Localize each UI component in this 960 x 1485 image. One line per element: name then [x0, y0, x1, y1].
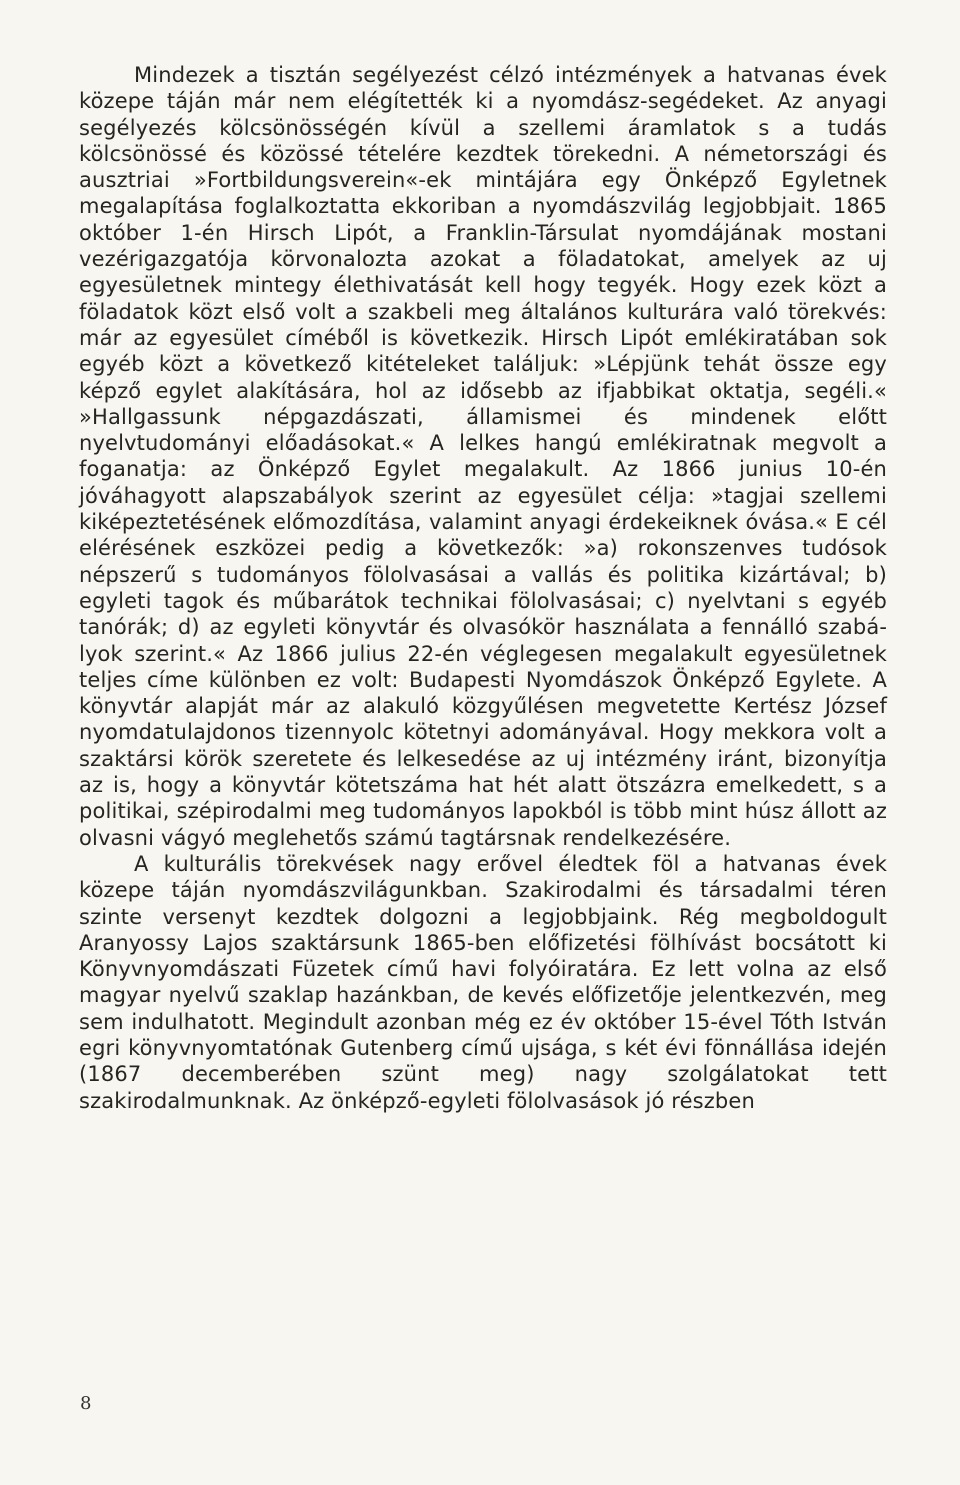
paragraph-2: A kulturális törekvések nagy erővel éledtek föl a hatvanas évek közepe táján nyomdászvilágunkban. Szakirodalmi és társadalmi téren szinte versenyt kezdtek dolgozni a legjobbjaink. Rég megboldogult Aranyossy Lajos szaktársunk 1865-ben előfizetési fölhívást bocsátott ki Könyvnyomdászati Füzetek című havi folyóiratára. Ez lett volna az első magyar nyelvű szaklap hazánkban, de kevés előfizetője jelentkezvén, meg sem indulhatott. Megindult azonban még ez év október 15-ével Tóth István egri könyvnyomtatónak Gutenberg című ujsága, s két évi fönnállása idején (1867 decemberében szünt meg) nagy szolgálatokat tett szakirodalmunknak. Az önképző-egyleti fölolvasások jó részben [79, 851, 887, 1113]
paragraph-1: Mindezek a tisztán segélyezést célzó intézmények a hatvanas évek közepe táján már nem elégítették ki a nyomdász-segédeket. Az anyagi segélyezés kölcsönösségén kívül a szellemi áramlatok s a tudás kölcsönössé és közössé tételére kezdtek törekedni. A németországi és ausztriai »Fortbildungsverein«-ek mintájára egy Önképző Egyletnek megalapítása foglalkoztatta ekkoriban a nyomdászvilág legjobbjait. 1865 október 1-én Hirsch Lipót, a Franklin-Társulat nyomdájának mostani vezérigazgatója körvonalozta azokat a föladatokat, amelyek az uj egyesületnek mintegy élethivatását kell hogy tegyék. Hogy ezek közt a föladatok közt első volt a szakbeli meg általános kulturára való törekvés: már az egyesület címéből is következik. Hirsch Lipót emlékiratában sok egyéb közt a következő kitételeket találjuk: »Lépjünk tehát össze egy képző egylet alakítására, hol az idősebb az ifjabbikat oktatja, segéli.« »Hallgassunk népgazdászati, államismei és mindenek előtt nyelvtudományi előadásokat.« A lelkes hangú emlékiratnak megvolt a foganatja: az Önképző Egylet megalakult. Az 1866 junius 10-én jóváhagyott alapszabályok szerint az egyesület célja: »tagjai szellemi kiképeztetésének előmozdítása, valamint anyagi érdekeiknek óvása.« E cél elérésének eszközei pedig a következők: »a) rokonszenves tudósok népszerű s tudományos fölolvasásai a vallás és politika kizártával; b) egyleti tagok és műbarátok technikai fölolvasásai; c) nyelvtani s egyéb tanórák; d) az egyleti könyvtár és olvasókör használata a fennálló szabályok szerint.« Az 1866 julius 22-én véglegesen megalakult egyesületnek teljes címe különben ez volt: Budapesti Nyomdászok Önképző Egylete. A könyvtár alapját már az alakuló közgyűlésen megvetette Kertész József nyomdatulajdonos tizennyolc kötetnyi adományával. Hogy mekkora volt a szaktársi körök szeretete és lelkesedése az uj intézmény iránt, bizonyítja az is, hogy a könyvtár kötetszáma hat hét alatt ötszázra emelkedett, s a politikai, szépirodalmi meg tudományos lapokból is több mint húsz állott az olvasni vágyó meglehetős számú tagtársnak rendelkezésére. [79, 63, 887, 850]
page-number: 8 [80, 1393, 92, 1414]
body-text [79, 62, 887, 1114]
